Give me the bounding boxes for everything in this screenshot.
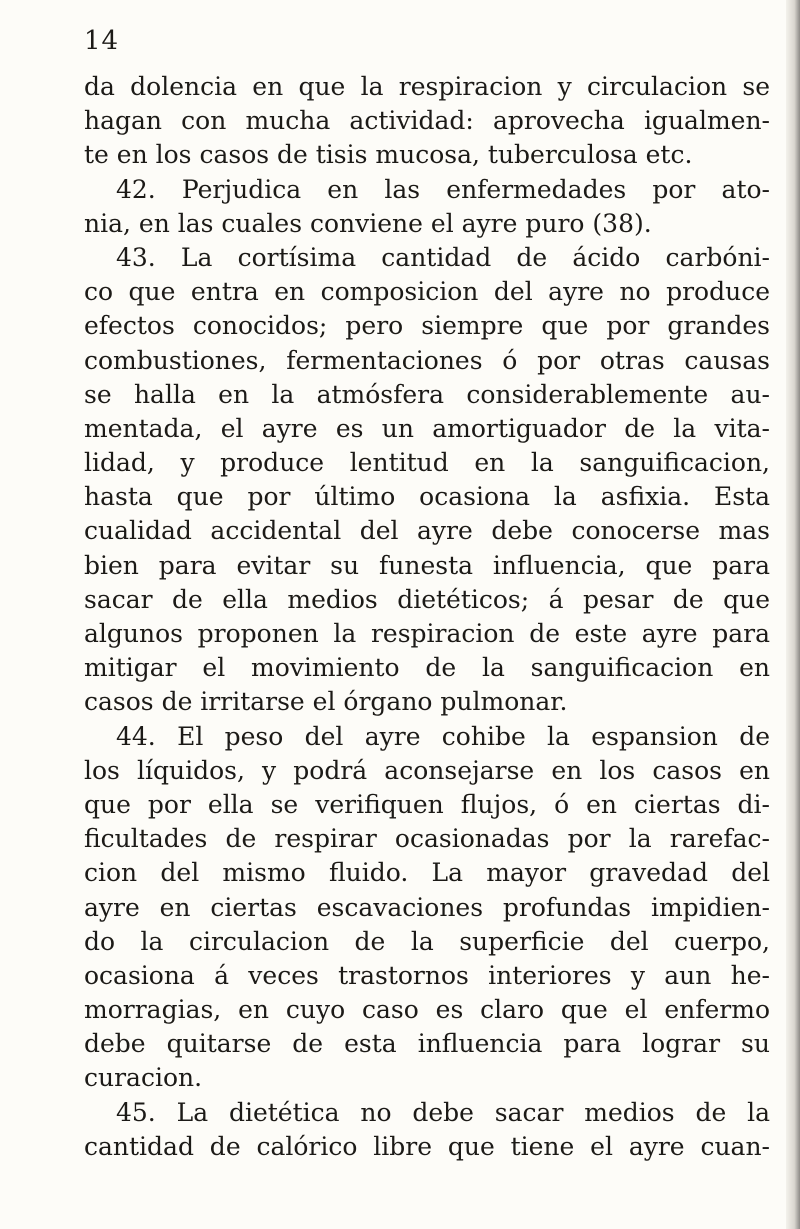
text-line: ayre en ciertas escavaciones profundas impidien- bbox=[84, 892, 770, 922]
text-line: mentada, el ayre es un amortiguador de la vita- bbox=[84, 413, 770, 443]
text-line: hasta que por último ocasiona la asfixia. Esta bbox=[84, 482, 770, 512]
text-line: 43. La cortísima cantidad de ácido carbóni- bbox=[116, 242, 770, 272]
page-edge-shadow bbox=[786, 0, 800, 1229]
text-line: do la circulacion de la superficie del cuerpo, bbox=[84, 926, 770, 956]
text-line: debe quitarse de esta influencia para lograr su bbox=[84, 1029, 770, 1059]
text-line: efectos conocidos; pero siempre que por grandes bbox=[84, 311, 770, 341]
text-line: 42. Perjudica en las enfermedades por ato- bbox=[116, 174, 770, 204]
text-line: mitigar el movimiento de la sanguificacion en bbox=[84, 653, 770, 683]
text-line: que por ella se verifiquen flujos, ó en ciertas di- bbox=[84, 789, 770, 819]
page-number: 14 bbox=[84, 26, 120, 56]
text-line: co que entra en composicion del ayre no produce bbox=[84, 277, 770, 307]
text-line: morragias, en cuyo caso es claro que el enfermo bbox=[84, 995, 770, 1025]
text-line: lidad, y produce lentitud en la sanguificacion, bbox=[84, 448, 770, 478]
text-line: 45. La dietética no debe sacar medios de la bbox=[116, 1097, 770, 1127]
text-line: algunos proponen la respiracion de este ayre para bbox=[84, 619, 770, 648]
text-line: ocasiona á veces trastornos interiores y aun he- bbox=[84, 960, 770, 990]
text-line: 44. El peso del ayre cohibe la espansion de bbox=[116, 721, 770, 751]
text-line: ficultades de respirar ocasionadas por la rarefac- bbox=[84, 824, 770, 854]
text-line: nia, en las cuales conviene el ayre puro (38). bbox=[84, 208, 652, 238]
text-line: cantidad de calórico libre que tiene el ayre cuan- bbox=[84, 1131, 770, 1161]
text-line: te en los casos de tisis mucosa, tuberculosa etc. bbox=[84, 140, 693, 170]
text-line: hagan con mucha actividad: aprovecha igualmen- bbox=[84, 106, 770, 136]
text-line: curacion. bbox=[84, 1063, 203, 1093]
text-line: da dolencia en que la respiracion y circulacion se bbox=[84, 72, 770, 101]
text-line: cualidad accidental del ayre debe conocerse mas bbox=[84, 516, 770, 546]
text-line: cion del mismo fluido. La mayor gravedad del bbox=[84, 858, 770, 888]
text-line: sacar de ella medios dietéticos; á pesar de que bbox=[84, 584, 770, 614]
text-line: los líquidos, y podrá aconsejarse en los casos en bbox=[84, 755, 770, 785]
text-line: se halla en la atmósfera considerablemente au- bbox=[84, 379, 770, 409]
body-text bbox=[84, 70, 770, 1164]
text-line: casos de irritarse el órgano pulmonar. bbox=[84, 687, 568, 717]
text-line: bien para evitar su funesta influencia, que para bbox=[84, 550, 770, 580]
text-line: combustiones, fermentaciones ó por otras causas bbox=[84, 345, 770, 375]
